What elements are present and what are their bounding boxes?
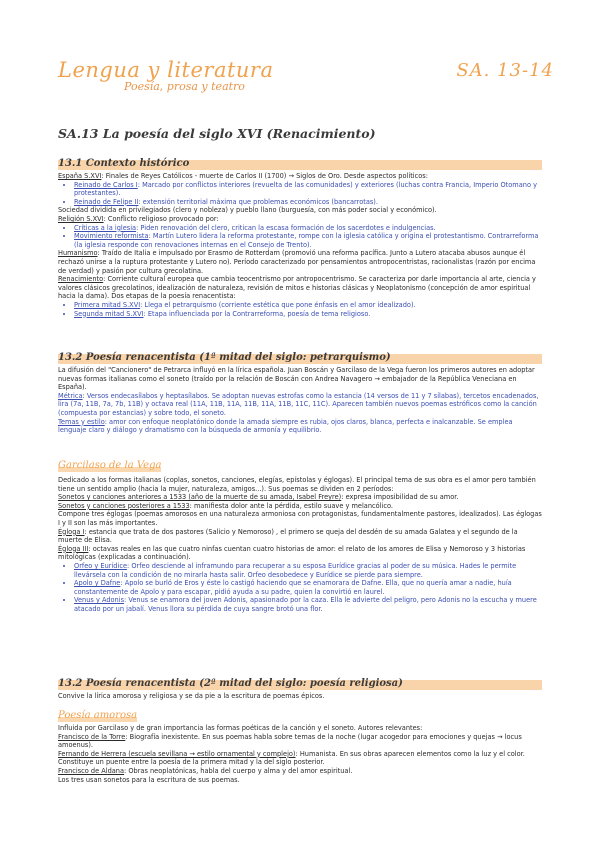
amorosa-block [58, 724, 542, 784]
page-header [58, 58, 558, 98]
key-term: Fernando de Herrera (escuela sevillana → estilo ornamental y complejo) [58, 749, 296, 758]
key-term: Religión S.XVI [58, 214, 104, 223]
key-term: Reinado de Carlos I [74, 180, 138, 189]
key-term: Reinado de Felipe II [74, 197, 139, 206]
text: : Conflicto religioso provocado por: [103, 214, 219, 223]
text: : Biografía inexistente. En sus poemas habla sobre temas de la noche (lugar acogedor para emociones y quejas → locus amoenus). [58, 732, 522, 750]
key-term: Críticas a la iglesia [74, 223, 137, 232]
key-term: Humanismo [58, 249, 98, 258]
text: : Finales de Reyes Católicos - muerte de Carlos II (1700) → Siglos de Oro. Desde aspectos políticos: [101, 172, 428, 180]
key-term: Francisco de Aldana [58, 766, 125, 775]
heading-poesia-amorosa [58, 710, 137, 721]
key-term: Sonetos y canciones posteriores a 1533 [58, 501, 190, 510]
heading-garcilaso [58, 460, 161, 471]
page-title: Lengua y literatura [58, 58, 274, 82]
text: : expresa imposibilidad de su amor. [341, 493, 459, 502]
key-term: Apolo y Dafne [74, 579, 121, 588]
heading-13-1: 13.1 Contexto histórico [58, 158, 190, 169]
text: : estancia que trata de dos pastores (Salicio y Nemoroso) , el primero se queja del desdén de su amada Galatea y el segundo de la muerte de Elisa. [58, 527, 518, 545]
text: Los tres usan sonetos para la escritura de sus poemas. [58, 775, 240, 784]
text: : Venus se enamora del joven Adonis, apasionado por la caza. Ella le advierte del peligro, pero Adonis no la escucha y muere atacado por un jabalí. Venus llora su pérdida de cuya sangre brotó una flor. [74, 596, 537, 613]
text: : Orfeo desciende al inframundo para recuperar a su esposa Eurídice gracias al poder de su música. Hades le permite llevársela con la condición de no mirarla hasta salir. Orfeo desobedece y Eurídice se pierde para siempre. [74, 561, 517, 579]
text: : extensión territorial máxima que problemas económicos (bancarrotas). [138, 197, 378, 206]
page-subtitle: Poesía, prosa y teatro [124, 80, 245, 93]
text: : Marcado por conflictos interiores (revuelta de las comunidades) y exteriores (luchas contra Francia, Imperio Otomano y protestantes). [74, 180, 537, 198]
key-term: Renacimiento [58, 275, 104, 284]
text: Sociedad dividida en privilegiados (clero y nobleza) y pueblo llano (burguesía, con más poder social y económico). [58, 206, 437, 215]
text: Convive la lírica amorosa y religiosa y se da pie a la escritura de poemas épicos. [58, 692, 325, 700]
text: : Traído de Italia e impulsado por Erasmo de Rotterdam (promovió una reforma pacífica. Junto a Lutero atacaba abusos aunque él rechazó unirse a la ruptura protestante y Lutero no). Período caracterizado por pensamientos antropocentristas, racionalistas (razón por encima de verdad) y pasión por cultura grecolatina. [58, 249, 536, 275]
petrarquismo-block [58, 366, 542, 435]
text: : Humanista. En sus obras aparecen elementos como la luz y el color. Constituye un puente entre la poesía de la primera mitad y la del siglo posterior. [58, 749, 525, 767]
key-term: Sonetos y canciones anteriores a 1533 (año de la muerte de su amada, Isabel Freyre) [58, 493, 342, 502]
garcilaso-block [58, 476, 542, 614]
text: Compone tres églogas (poemas amorosos en una naturaleza armoniosa con protagonistas, fundamentalmente pastores, idealizados). Las églogas I y II son las más importantes. [58, 510, 542, 527]
text: Dedicado a los formas italianas (coplas, sonetos, canciones, elegías, epístolas y églogas). El principal tema de sus obra es el amor pero también tiene un sentido amplio (hacia la mujer, naturaleza, amigos...). Sus poemas se dividen en 2 períodos: [58, 476, 536, 493]
heading-text: Poesía amorosa [58, 710, 138, 721]
text: : Etapa influenciada por la Contrarreforma, poesía de tema religioso. [143, 309, 371, 318]
heading-13-2: 13.2 Poesía renacentista (1ª mitad del siglo: petrarquismo) [58, 352, 391, 363]
key-term: Orfeo y Eurídice [74, 561, 127, 570]
key-term: Venus y Adonis [74, 596, 125, 605]
key-term: Temas y estilo [58, 417, 105, 426]
key-term: Métrica [58, 391, 83, 400]
text: La difusión del "Cancionero" de Petrarca influyó en la lírica española. Juan Boscán y Garcilaso de la Vega fueron los primeros autores en adoptar nuevas formas italianas como el soneto (traído por la relación de Boscán con Andrea Navagero → embajador de la República Veneciana en España). [58, 366, 535, 392]
text: : Llega el petrarquismo (corriente estética que pone énfasis en el amor idealizado). [140, 300, 416, 309]
text: : Apolo se burló de Eros y éste lo castigó haciendo que se enamorara de Dafne. Ella, que no quería amar a nadie, huía constantemente de Apolo y para escapar, pidió ayuda a su padre, quien la convirtió en laurel. [74, 579, 512, 596]
unit-code: SA. 13-14 [456, 60, 554, 81]
heading-13-2-religiosa: 13.2 Poesía renacentista (2ª mitad del siglo: poesía religiosa) [58, 678, 403, 689]
section-title: SA.13 La poesía del siglo XVI (Renacimiento) [58, 126, 376, 141]
text: : manifiesta dolor ante la pérdida, estilo suave y melancólico. [189, 501, 393, 510]
text: : Piden renovación del clero, critican la escasa formación de los sacerdotes e indulgencias. [136, 223, 436, 232]
heading-text: Garcilaso de la Vega [58, 460, 162, 471]
text: : octavas reales en las que cuatro ninfas cuentan cuatro historias de amor: el relato de los amores de Elisa y Nemoroso y 3 historias mitológicas (explicadas a continuación). [58, 544, 526, 562]
key-term: Primera mitad S.XVI [74, 300, 141, 309]
text: : Obras neoplatónicas, habla del cuerpo y alma y del amor espiritual. [124, 766, 353, 775]
text: : Versos endecasílabos y heptasílabos. Se adoptan nuevas estrofas como la estancia (14 versos de 11 y 7 sílabas), tercetos encadenados, lira (7a, 11B, 7a, 7b, 11B) y octava real (11A, 11B, 11A, 11B, 11A, 11B, 11C, 11C). Aparecen también nuevos poemas estróficos como la canción (compuesta por estancias) y sobre todo, el soneto. [58, 391, 539, 417]
context-block [58, 172, 542, 318]
text: : Corriente cultural europea que cambia teocentrismo por antropocentrismo. Se caracteriza por darle importancia al arte, ciencia y valores clásicos grecolatinos, idealización de naturaleza, revisión de mitos e historias clásicas y Neoplatonismo (concepción de amor espiritual hacia la dama). Dos etapas de la poesía renacentista: [58, 275, 536, 301]
key-term: Égloga I [58, 527, 85, 536]
key-term: Movimiento reformista [74, 232, 149, 241]
text: : amor con enfoque neoplatónico donde la amada siempre es rubia, ojos claros, blanca, perfecta e inalcanzable. Se emplea lenguaje claro y diálogo y dramatismo con la búsqueda de armonía y equilibrio. [58, 417, 513, 435]
text: : Martín Lutero lidera la reforma protestante, rompe con la iglesia católica y origina el protestantismo. Contrarreforma (la iglesia responde con renovaciones internas en el Consejo de Trento). [74, 232, 539, 249]
key-term: Segunda mitad S.XVI [74, 309, 144, 318]
key-term: Francisco de la Torre [58, 732, 126, 741]
key-term: España S.XVI [58, 172, 102, 180]
religious-intro [58, 692, 542, 701]
key-term: Égloga III [58, 544, 89, 553]
text: Influida por Garcilaso y de gran importancia las formas poéticas de la canción y el soneto. Autores relevantes: [58, 724, 423, 732]
